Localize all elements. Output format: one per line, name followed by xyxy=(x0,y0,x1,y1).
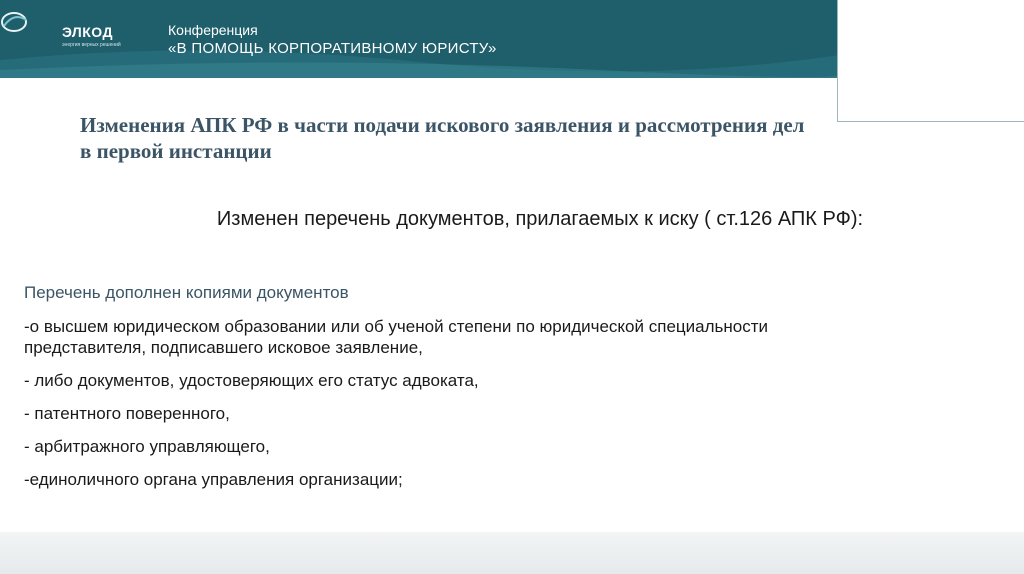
corner-frame xyxy=(837,0,1024,122)
list-item: -о высшем юридическом образовании или об ученой степени по юридической специальности представителя, подписавшего исковое заявление, xyxy=(24,317,768,357)
list-item: - арбитражного управляющего, xyxy=(24,437,270,456)
slide-subheading xyxy=(0,208,1024,231)
document-list xyxy=(24,316,824,502)
list-item: - патентного поверенного, xyxy=(24,404,230,423)
logo-text: ЭЛКОД xyxy=(62,24,113,40)
slide-title: Изменения АПК РФ в части подачи искового заявления и рассмотрения дел в первой инстанции xyxy=(80,113,805,163)
header-banner xyxy=(0,0,840,78)
bottom-band xyxy=(0,532,1024,574)
list-item: -единоличного органа управления организации; xyxy=(24,470,403,489)
conference-title: «В ПОМОЩЬ КОРПОРАТИВНОМУ ЮРИСТУ» xyxy=(168,40,497,57)
subheading-text: Изменен перечень документов, прилагаемых к иску ( ст.126 АПК РФ): xyxy=(216,208,864,230)
logo-subtitle: энергия верных решений xyxy=(62,42,121,48)
list-lead-text: Перечень дополнен копиями документов xyxy=(24,283,349,302)
list-item: - либо документов, удостоверяющих его статус адвоката, xyxy=(24,371,479,390)
conference-label: Конференция xyxy=(168,22,258,38)
banner-wave-decoration xyxy=(0,0,840,78)
